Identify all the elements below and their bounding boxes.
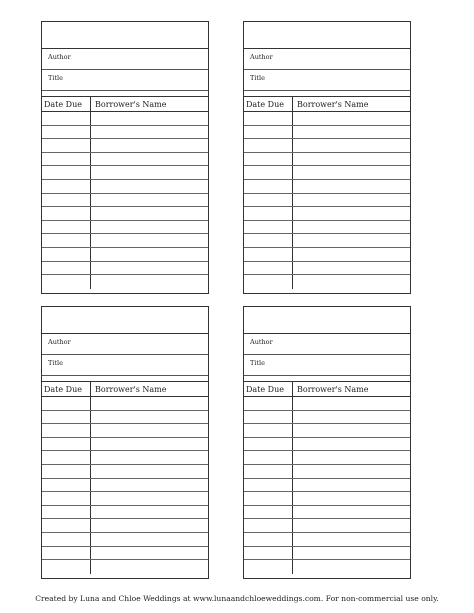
card-header-box [244, 307, 410, 334]
borrower-row [244, 234, 410, 248]
library-card [243, 306, 411, 579]
date-due-cell [244, 424, 293, 437]
column-header-row [42, 382, 208, 397]
borrower-name-cell [91, 506, 208, 519]
borrower-name-cell [293, 126, 410, 139]
borrower-name-cell [293, 248, 410, 261]
date-due-cell [244, 560, 293, 574]
date-due-cell [42, 153, 91, 166]
borrower-row [42, 451, 208, 465]
borrower-row [42, 533, 208, 547]
date-due-cell [42, 451, 91, 464]
borrower-name-cell [293, 397, 410, 410]
borrower-row [42, 424, 208, 438]
borrower-name-cell [293, 492, 410, 505]
borrower-name-cell [91, 465, 208, 478]
borrower-row [244, 262, 410, 276]
date-due-header: Date Due [42, 382, 91, 396]
date-due-cell [42, 262, 91, 275]
borrower-row [42, 234, 208, 248]
borrower-row [244, 139, 410, 153]
date-due-cell [244, 547, 293, 560]
date-due-cell [42, 465, 91, 478]
borrower-row [42, 248, 208, 262]
date-due-cell [42, 533, 91, 546]
date-due-cell [244, 207, 293, 220]
borrower-name-cell [91, 248, 208, 261]
borrower-rows [244, 397, 410, 574]
borrower-name-cell [293, 547, 410, 560]
library-card [41, 306, 209, 579]
borrower-row [42, 411, 208, 425]
borrower-name-cell [293, 519, 410, 532]
borrower-row [42, 166, 208, 180]
date-due-header: Date Due [244, 382, 293, 396]
borrower-row [244, 207, 410, 221]
date-due-cell [244, 139, 293, 152]
date-due-cell [244, 275, 293, 289]
borrower-name-cell [293, 166, 410, 179]
borrower-name-cell [293, 560, 410, 574]
borrower-row [42, 547, 208, 561]
borrower-name-cell [293, 262, 410, 275]
borrower-row [244, 424, 410, 438]
borrower-name-cell [293, 194, 410, 207]
borrower-row [244, 180, 410, 194]
borrower-name-cell [91, 451, 208, 464]
date-due-cell [244, 397, 293, 410]
author-label: Author [48, 53, 71, 61]
borrower-name-cell [91, 234, 208, 247]
title-label: Title [250, 74, 265, 82]
borrower-rows [244, 112, 410, 289]
borrower-name-cell [91, 112, 208, 125]
borrower-row [42, 139, 208, 153]
date-due-cell [244, 465, 293, 478]
borrower-name-header: Borrower's Name [95, 385, 167, 394]
borrower-row [42, 126, 208, 140]
date-due-cell [42, 221, 91, 234]
borrower-name-cell [91, 492, 208, 505]
date-due-cell [42, 248, 91, 261]
borrower-row [42, 438, 208, 452]
borrower-row [244, 166, 410, 180]
borrower-name-cell [293, 424, 410, 437]
date-due-cell [244, 479, 293, 492]
borrower-row [244, 438, 410, 452]
author-label: Author [250, 53, 273, 61]
title-label: Title [48, 359, 63, 367]
borrower-row [42, 194, 208, 208]
date-due-cell [42, 479, 91, 492]
borrower-name-header: Borrower's Name [297, 385, 369, 394]
card-header-box [42, 22, 208, 49]
borrower-name-cell [91, 424, 208, 437]
date-due-cell [244, 519, 293, 532]
borrower-name-cell [91, 438, 208, 451]
date-due-cell [42, 438, 91, 451]
borrower-name-cell [91, 479, 208, 492]
borrower-row [244, 112, 410, 126]
date-due-cell [42, 207, 91, 220]
borrower-row [244, 533, 410, 547]
borrower-row [42, 153, 208, 167]
date-due-header: Date Due [244, 97, 293, 111]
title-label: Title [48, 74, 63, 82]
borrower-name-cell [91, 411, 208, 424]
title-field [42, 355, 208, 376]
borrower-name-cell [293, 275, 410, 289]
date-due-cell [244, 194, 293, 207]
date-due-cell [42, 166, 91, 179]
borrower-name-cell [91, 533, 208, 546]
borrower-row [244, 479, 410, 493]
date-due-cell [244, 126, 293, 139]
date-due-cell [244, 506, 293, 519]
borrower-name-cell [293, 438, 410, 451]
borrower-row [42, 275, 208, 289]
date-due-cell [244, 451, 293, 464]
borrower-row [244, 411, 410, 425]
title-field [244, 70, 410, 91]
borrower-row [42, 519, 208, 533]
title-label: Title [250, 359, 265, 367]
borrower-name-cell [293, 153, 410, 166]
date-due-cell [244, 180, 293, 193]
borrower-row [244, 126, 410, 140]
borrower-name-cell [91, 153, 208, 166]
column-header-row [244, 382, 410, 397]
card-header-box [244, 22, 410, 49]
date-due-cell [42, 492, 91, 505]
author-label: Author [48, 338, 71, 346]
author-field [42, 49, 208, 70]
date-due-cell [42, 519, 91, 532]
date-due-cell [42, 139, 91, 152]
borrower-name-cell [91, 262, 208, 275]
borrower-row [42, 506, 208, 520]
date-due-cell [42, 194, 91, 207]
borrower-name-cell [293, 451, 410, 464]
borrower-row [42, 560, 208, 574]
date-due-cell [244, 166, 293, 179]
library-card [41, 21, 209, 294]
date-due-cell [42, 180, 91, 193]
borrower-row [244, 153, 410, 167]
borrower-name-cell [293, 180, 410, 193]
date-due-cell [244, 112, 293, 125]
date-due-cell [244, 153, 293, 166]
borrower-row [244, 275, 410, 289]
borrower-name-cell [293, 234, 410, 247]
borrower-name-cell [91, 194, 208, 207]
column-header-row [42, 97, 208, 112]
borrower-name-header: Borrower's Name [297, 100, 369, 109]
date-due-cell [244, 492, 293, 505]
date-due-cell [42, 424, 91, 437]
borrower-name-cell [91, 221, 208, 234]
borrower-row [244, 221, 410, 235]
library-card [243, 21, 411, 294]
borrower-name-cell [293, 139, 410, 152]
borrower-row [42, 465, 208, 479]
author-field [42, 334, 208, 355]
date-due-header: Date Due [42, 97, 91, 111]
borrower-name-cell [91, 275, 208, 289]
borrower-rows [42, 112, 208, 289]
date-due-cell [42, 275, 91, 289]
borrower-row [42, 397, 208, 411]
borrower-name-cell [293, 533, 410, 546]
borrower-row [244, 465, 410, 479]
title-field [42, 70, 208, 91]
date-due-cell [42, 397, 91, 410]
date-due-cell [244, 234, 293, 247]
date-due-cell [42, 411, 91, 424]
date-due-cell [42, 112, 91, 125]
author-field [244, 334, 410, 355]
borrower-row [244, 547, 410, 561]
borrower-row [244, 492, 410, 506]
borrower-row [42, 492, 208, 506]
date-due-cell [42, 506, 91, 519]
borrower-row [42, 262, 208, 276]
borrower-row [42, 180, 208, 194]
borrower-name-cell [91, 519, 208, 532]
author-field [244, 49, 410, 70]
date-due-cell [42, 560, 91, 574]
borrower-row [244, 397, 410, 411]
date-due-cell [42, 234, 91, 247]
date-due-cell [244, 533, 293, 546]
borrower-row [42, 221, 208, 235]
borrower-row [244, 194, 410, 208]
borrower-name-cell [91, 397, 208, 410]
borrower-row [42, 112, 208, 126]
date-due-cell [244, 262, 293, 275]
card-header-box [42, 307, 208, 334]
borrower-row [42, 207, 208, 221]
borrower-name-cell [91, 547, 208, 560]
borrower-rows [42, 397, 208, 574]
borrower-row [244, 506, 410, 520]
borrower-row [244, 248, 410, 262]
column-header-row [244, 97, 410, 112]
date-due-cell [244, 248, 293, 261]
borrower-name-cell [91, 207, 208, 220]
borrower-name-cell [293, 221, 410, 234]
borrower-row [244, 560, 410, 574]
borrower-name-cell [293, 411, 410, 424]
date-due-cell [244, 411, 293, 424]
date-due-cell [244, 438, 293, 451]
date-due-cell [244, 221, 293, 234]
borrower-name-cell [91, 126, 208, 139]
borrower-name-header: Borrower's Name [95, 100, 167, 109]
borrower-name-cell [293, 465, 410, 478]
borrower-name-cell [91, 180, 208, 193]
title-field [244, 355, 410, 376]
borrower-row [244, 451, 410, 465]
borrower-name-cell [91, 560, 208, 574]
borrower-row [244, 519, 410, 533]
author-label: Author [250, 338, 273, 346]
date-due-cell [42, 126, 91, 139]
date-due-cell [42, 547, 91, 560]
borrower-row [42, 479, 208, 493]
borrower-name-cell [293, 479, 410, 492]
borrower-name-cell [293, 506, 410, 519]
borrower-name-cell [91, 166, 208, 179]
borrower-name-cell [293, 207, 410, 220]
borrower-name-cell [91, 139, 208, 152]
footer-credit: Created by Luna and Chloe Weddings at www.lunaandchloeweddings.com. For non-commercial use only. [35, 594, 439, 603]
borrower-name-cell [293, 112, 410, 125]
